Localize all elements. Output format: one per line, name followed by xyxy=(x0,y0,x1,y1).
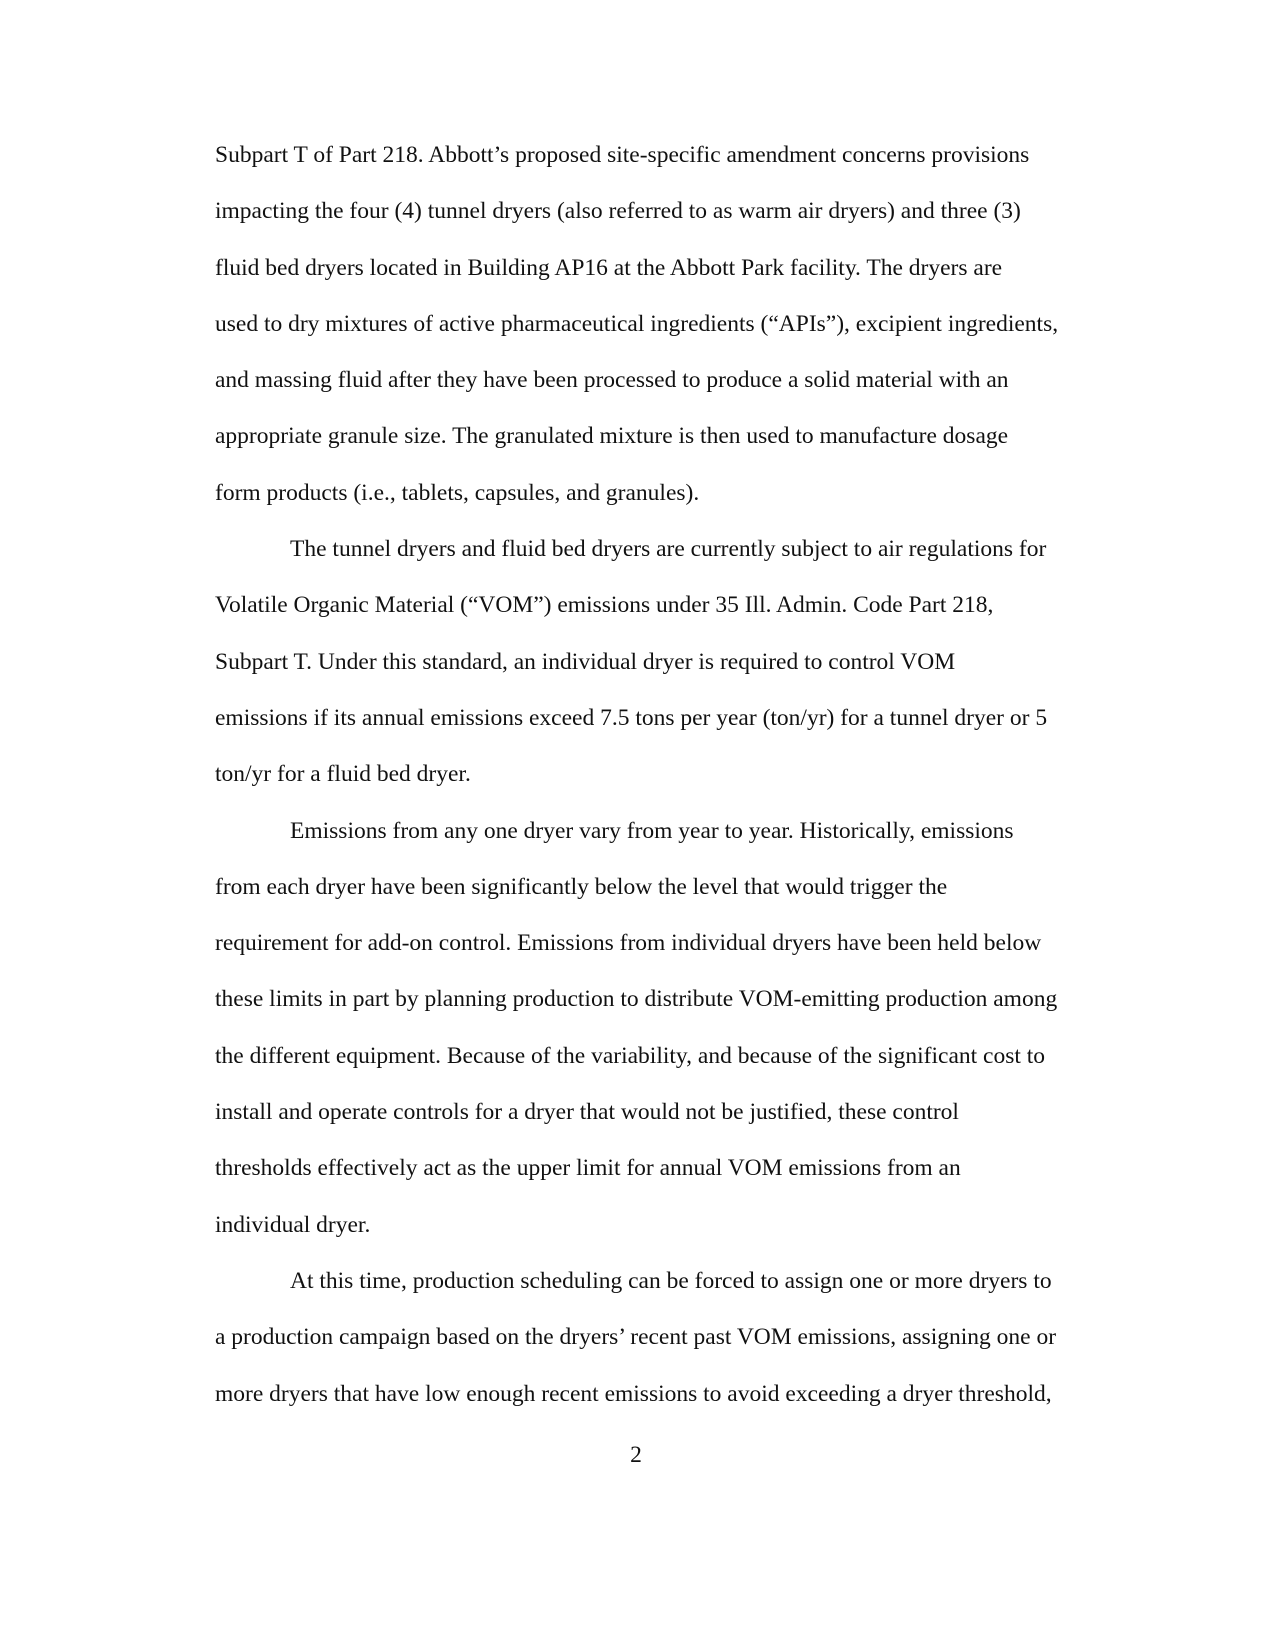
text-line: a production campaign based on the dryers’ recent past VOM emissions, assigning one or xyxy=(215,1324,1057,1351)
text-line: fluid bed dryers located in Building AP16 at the Abbott Park facility. The dryers are xyxy=(215,254,1003,281)
text-line: and massing fluid after they have been processed to produce a solid material with an xyxy=(215,367,1009,394)
text-line: Subpart T. Under this standard, an individual dryer is required to control VOM xyxy=(215,648,956,675)
text-line: more dryers that have low enough recent emissions to avoid exceeding a dryer threshold, xyxy=(215,1380,1052,1407)
text-line: install and operate controls for a dryer that would not be justified, these control xyxy=(215,1099,959,1126)
text-line: At this time, production scheduling can be forced to assign one or more dryers to xyxy=(290,1267,1052,1294)
paragraph-2 xyxy=(215,521,1115,802)
text-line: used to dry mixtures of active pharmaceutical ingredients (“APIs”), excipient ingredients, xyxy=(215,310,1059,337)
text-line: The tunnel dryers and fluid bed dryers are currently subject to air regulations for xyxy=(290,536,1047,563)
text-line: ton/yr for a fluid bed dryer. xyxy=(215,761,471,788)
text-line: appropriate granule size. The granulated mixture is then used to manufacture dosage xyxy=(215,423,1009,450)
text-line: impacting the four (4) tunnel dryers (also referred to as warm air dryers) and three (3) xyxy=(215,198,1021,225)
text-line: form products (i.e., tablets, capsules, and granules). xyxy=(215,479,700,506)
text-line: thresholds effectively act as the upper limit for annual VOM emissions from an xyxy=(215,1155,961,1182)
text-line: individual dryer. xyxy=(215,1211,371,1238)
paragraph-3 xyxy=(215,803,1115,1253)
text-line: from each dryer have been significantly below the level that would trigger the xyxy=(215,873,948,900)
paragraph-4 xyxy=(215,1253,1115,1422)
text-line: Volatile Organic Material (“VOM”) emissions under 35 Ill. Admin. Code Part 218, xyxy=(215,592,994,619)
document-body xyxy=(215,127,1115,1422)
text-line: the different equipment. Because of the variability, and because of the significant cost to xyxy=(215,1042,1046,1069)
paragraph-1 xyxy=(215,127,1115,521)
text-line: Emissions from any one dryer vary from year to year. Historically, emissions xyxy=(290,817,1014,844)
page-number: 2 xyxy=(630,1442,642,1468)
text-line: emissions if its annual emissions exceed 7.5 tons per year (ton/yr) for a tunnel dryer or 5 xyxy=(215,704,1048,731)
text-line: requirement for add-on control. Emissions from individual dryers have been held below xyxy=(215,930,1042,957)
text-line: these limits in part by planning production to distribute VOM-emitting production among xyxy=(215,986,1058,1013)
text-line: Subpart T of Part 218. Abbott’s proposed site-specific amendment concerns provisions xyxy=(215,142,1030,168)
